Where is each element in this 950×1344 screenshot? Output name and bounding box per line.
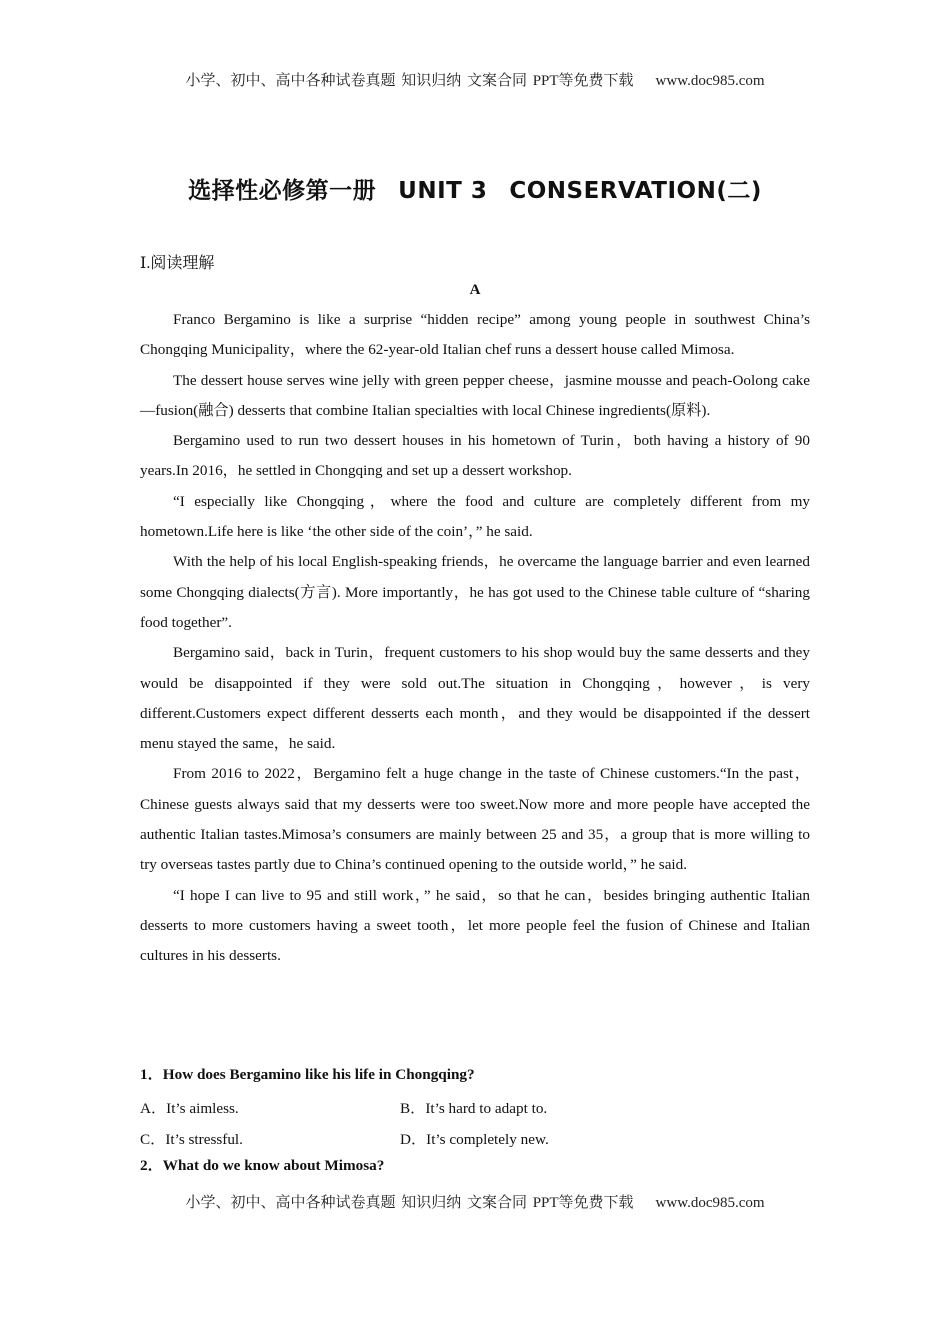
- header-text: 小学、初中、高中各种试卷真题 知识归纳 文案合同 PPT等免费下载: [185, 73, 634, 89]
- title-unit: UNIT 3: [398, 178, 488, 204]
- footer-url[interactable]: www.doc985.com: [655, 1195, 765, 1211]
- question-1-option-d[interactable]: D．It’s completely new.: [400, 1131, 549, 1148]
- passage-label: A: [469, 282, 481, 298]
- paragraph: Bergamino used to run two dessert houses in his hometown of Turin，both having a history of 90 years.In 2016，he settled in Chongqing and set up a dessert workshop.: [140, 432, 810, 480]
- paragraph: The dessert house serves wine jelly with green pepper cheese，jasmine mousse and peach-Oolong cake—fusion(融合) desserts that combine Italian specialties with local Chinese ingredients(原料).: [140, 371, 810, 419]
- title-book: 选择性必修第一册: [188, 178, 377, 204]
- question-1-option-c[interactable]: C．It’s stressful.: [140, 1131, 243, 1148]
- header-url[interactable]: www.doc985.com: [655, 73, 765, 89]
- page-title: [0, 172, 950, 205]
- page-header: [0, 69, 950, 90]
- page-footer: [0, 1191, 950, 1212]
- paragraph: “I hope I can live to 95 and still work，” he said，so that he can，besides bringing authentic Italian desserts to more customers having a sweet tooth，let more people feel the fusion of Chinese and Italian cultures in his desserts.: [140, 886, 810, 965]
- paragraph: With the help of his local English-speaking friends，he overcame the language barrier and even learned some Chongqing dialects(方言). More importantly，he has got used to the Chinese table culture of “sharing food together”.: [140, 553, 810, 631]
- question-1-option-a[interactable]: A．It’s aimless.: [140, 1100, 239, 1117]
- paragraph: From 2016 to 2022，Bergamino felt a huge change in the taste of Chinese customers.“In the past，Chinese guests always said that my desserts were too sweet.Now more and more people have accepted the authentic Italian tastes.Mimosa’s consumers are mainly between 25 and 35，a group that is more willing to try overseas tastes partly due to China’s continued opening to the outside world，” he said.: [140, 765, 810, 874]
- question-2-title: 2．What do we know about Mimosa?: [140, 1157, 385, 1174]
- reading-passage: [140, 305, 810, 972]
- question-1-option-b[interactable]: B．It’s hard to adapt to.: [400, 1100, 548, 1117]
- question-1-title: 1．How does Bergamino like his life in Chongqing?: [140, 1066, 475, 1083]
- paragraph: Bergamino said，back in Turin，frequent customers to his shop would buy the same desserts and they would be disappointed if they were sold out.The situation in Chongqing，however，is very different.Customers expect different desserts each month，and they would be disappointed if the dessert menu stayed the same，he said.: [140, 644, 810, 753]
- title-topic: CONSERVATION(二): [509, 178, 762, 204]
- paragraph: “I especially like Chongqing，where the food and culture are completely different from my hometown.Life here is like ‘the other side of the coin’，” he said.: [140, 492, 810, 541]
- section-heading: Ⅰ.阅读理解: [140, 255, 215, 272]
- footer-text: 小学、初中、高中各种试卷真题 知识归纳 文案合同 PPT等免费下载: [185, 1195, 634, 1211]
- paragraph: Franco Bergamino is like a surprise “hidden recipe” among young people in southwest China’s Chongqing Municipality，where the 62-year-old Italian chef runs a dessert house called Mimosa.: [140, 311, 810, 359]
